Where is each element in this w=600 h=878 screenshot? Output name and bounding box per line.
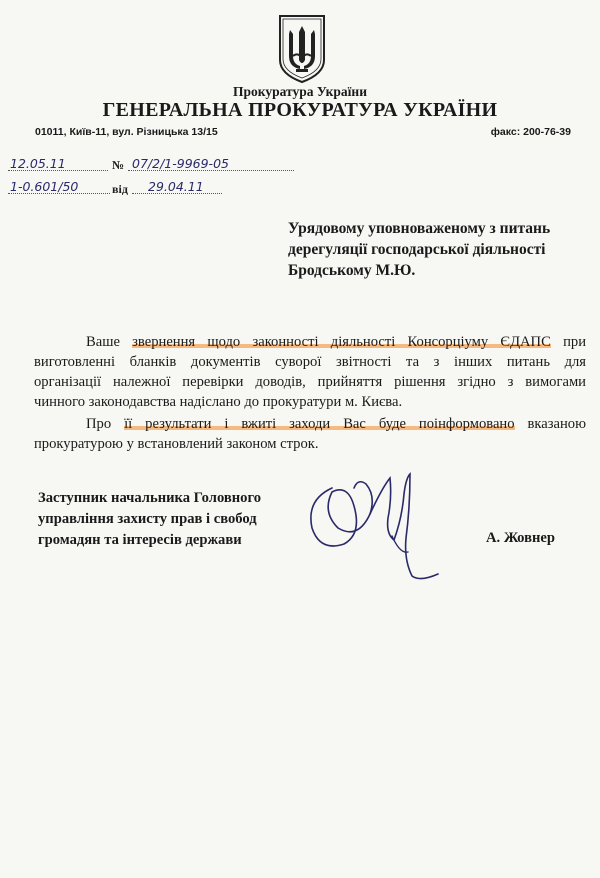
- sub-org-name: Прокуратура України: [233, 84, 367, 99]
- body-line: прокуратурою у встановлений законом строк.: [34, 436, 319, 452]
- body-line: чинного законодавства надіслано до прокуратури м. Києва.: [34, 394, 403, 410]
- address-line: [35, 126, 571, 142]
- body-line: [34, 414, 586, 434]
- body-text-span: Про: [86, 416, 125, 432]
- number-label: №: [112, 158, 125, 172]
- incoming-date: 29.04.11: [148, 179, 204, 194]
- incoming-number: 1-0.601/50: [10, 179, 79, 194]
- fax: факс: 200-76-39: [490, 126, 571, 138]
- signer-title-line: громадян та інтересів держави: [38, 532, 242, 548]
- recipient-line: Урядовому уповноваженому з питань: [288, 220, 551, 237]
- body-paragraph-1: [34, 332, 586, 412]
- org-name: ГЕНЕРАЛЬНА ПРОКУРАТУРА УКРАЇНИ: [102, 99, 498, 121]
- body-text-span: Ваше: [86, 334, 133, 350]
- signer-title-line: Заступник начальника Головного: [38, 490, 262, 506]
- outgoing-number: 07/2/1-9969-05: [132, 156, 229, 171]
- recipient-line: Бродському М.Ю.: [288, 262, 416, 279]
- body-text-span: вказаною: [514, 416, 586, 432]
- tryzub-emblem-icon: [276, 12, 328, 84]
- recipient-block: [288, 218, 550, 281]
- body-line: виготовленні бланків документів суворої звітності та з інших питань для: [34, 354, 586, 370]
- address: 01011, Київ-11, вул. Різницька 13/15: [35, 126, 218, 138]
- body-line: організації належної перевірки доводів, прийняття рішення згідно з вимогами: [34, 374, 586, 390]
- from-label: від: [112, 182, 128, 196]
- highlighted-text: її результати і вжиті заходи Вас буде поінформовано: [124, 416, 515, 432]
- signer-title-line: управління захисту прав і свобод: [38, 511, 257, 527]
- outgoing-date: 12.05.11: [10, 156, 66, 171]
- recipient-line: дерегуляції господарської діяльності: [288, 241, 546, 258]
- handwritten-signature: [292, 448, 462, 588]
- signer-name: А. Жовнер: [486, 530, 555, 546]
- body-line: [34, 332, 586, 352]
- body-text-span: при: [550, 334, 586, 350]
- highlighted-text: звернення щодо законності діяльності Консорціуму ЄДАПС: [132, 334, 551, 350]
- signer-title: [38, 488, 261, 551]
